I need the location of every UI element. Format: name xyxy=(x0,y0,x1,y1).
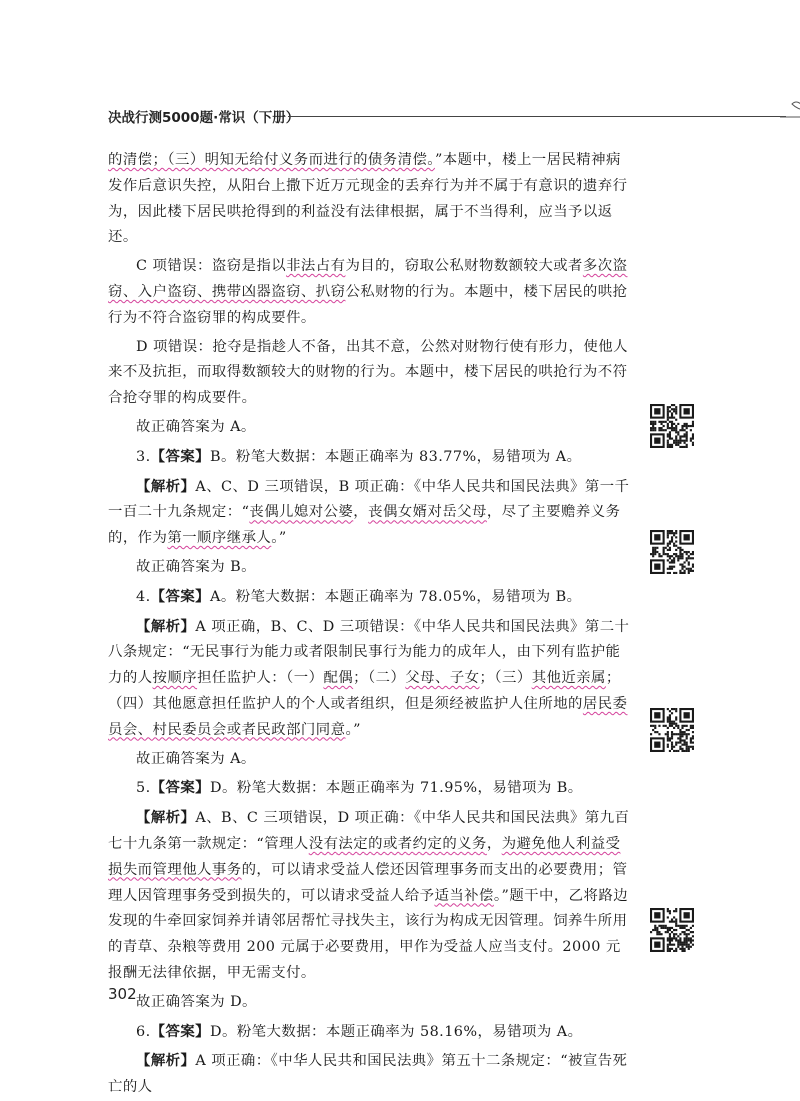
question-3-answer xyxy=(108,444,630,471)
paragraph-text: C 项错误：盗窃是指以 xyxy=(136,258,287,275)
underlined-text: 配偶 xyxy=(323,670,354,687)
conclusion-q5: 故正确答案为 D。 xyxy=(136,993,257,1010)
header-title: 决战行测5000题·常识（下册） xyxy=(108,110,300,126)
analysis-tag: 【解析】 xyxy=(136,477,196,495)
answer-tag: 【答案】 xyxy=(150,587,211,605)
underlined-text: 没有法定的或者约定的义务 xyxy=(308,835,487,852)
question-4-answer xyxy=(108,584,630,611)
qr-code-icon[interactable] xyxy=(650,908,694,952)
analysis-tag: 【解析】 xyxy=(136,809,196,827)
question-6-analysis xyxy=(108,1048,630,1101)
answer-text: D。粉笔大数据：本题正确率为 58.16%，易错项为 A。 xyxy=(210,1023,583,1040)
underlined-text: 丧偶儿媳对公婆 xyxy=(249,504,354,521)
question-5-analysis xyxy=(108,805,630,987)
running-header xyxy=(108,102,708,132)
paragraph-text: 。”题干中，乙将路边发现的牛牵回家饲养并请邻居帮忙寻找失主，该行为构成无因管理。饲养牛所用的青草、杂粮等费用 200 元属于必要费用，甲作为受益人应当支付。2000 元报酬无法律依据，甲无需支付。 xyxy=(108,887,629,981)
header-rule xyxy=(288,116,786,117)
underlined-text: 第一顺序继承人 xyxy=(167,530,272,547)
answer-tag: 【答案】 xyxy=(150,779,211,797)
paragraph-text: 公私财物的行为。本题中，楼下居民的哄抢行为不符合盗窃罪的构成要件。 xyxy=(108,283,628,326)
answer-tag: 【答案】 xyxy=(150,447,211,465)
qr-code-icon[interactable] xyxy=(650,404,694,448)
paragraph-text: A、B、C 三项错误，D 项正确：《中华人民共和国民法典》第九百七十九条第一款规定：“管理人 xyxy=(108,810,630,852)
conclusion-q3: 故正确答案为 B。 xyxy=(136,558,256,575)
question-number: 5. xyxy=(136,780,151,797)
paragraph-option-c xyxy=(108,254,630,331)
answer-text: D。粉笔大数据：本题正确率为 71.95%，易错项为 B。 xyxy=(210,780,583,797)
underlined-text: 按顺序 xyxy=(152,670,198,687)
underlined-text: 其他近亲属 xyxy=(531,670,606,687)
question-number: 3. xyxy=(136,448,151,465)
paragraph-text: ；（二） xyxy=(353,670,406,687)
underlined-text: 丧偶女婿对岳父母 xyxy=(368,504,487,521)
paragraph-text: A 项正确，B、C、D 三项错误：《中华人民共和国民法典》第二十八条规定：“无民事行为能力或者限制民事行为能力的成年人，由下列有监护能力的人 xyxy=(108,618,630,687)
question-4-analysis xyxy=(108,614,630,744)
paragraph-text: 的，可以请求受益人偿还因管理事务而支出的必要费用；管理人因管理事务受到损失的，可以请求受益人给予 xyxy=(108,861,628,904)
page-body xyxy=(108,148,630,1101)
question-number: 4. xyxy=(136,588,151,605)
question-number: 6. xyxy=(136,1023,151,1040)
paragraph-text: ，尽了主要赡养义务的，作为 xyxy=(108,504,621,547)
paragraph-option-d: D 项错误：抢夺是指趁人不备，出其不意，公然对财物行使有形力，使他人来不及抗拒，而取得数额较大的财物的行为。本题中，楼下居民的哄抢行为不符合抢夺罪的构成要件。 xyxy=(108,338,628,407)
answer-text: A。粉笔大数据：本题正确率为 78.05%，易错项为 B。 xyxy=(210,588,582,605)
leaf-icon xyxy=(778,92,800,122)
qr-code-icon[interactable] xyxy=(650,530,694,574)
underlined-text: 非法占有 xyxy=(286,258,346,275)
question-5-answer xyxy=(108,775,630,802)
conclusion-q4: 故正确答案为 A。 xyxy=(136,750,256,767)
underlined-text: 的清偿；（三）明知无给付义务而进行的债务清偿。 xyxy=(108,152,435,168)
underlined-text: 为避免他人利益受损失而管理他人事务 xyxy=(108,835,621,878)
paragraph-text: 。” xyxy=(345,721,361,738)
paragraph-text: ”本题中，楼上一居民精神病发作后意识失控，从阳台上撒下近万元现金的丢弃行为并不属于有意识的遗弃行为，因此楼下居民哄抢得到的利益没有法律根据，属于不当得利，应当予以返还。 xyxy=(108,152,628,246)
underlined-text: 居民委员会、村民委员会或者民政部门同意 xyxy=(108,695,628,738)
question-3-analysis xyxy=(108,474,630,552)
paragraph-text: ， xyxy=(486,835,502,852)
paragraph-text: A 项正确：《中华人民共和国民法典》第五十二条规定：“被宣告死亡的人 xyxy=(108,1053,628,1096)
paragraph-text: A、C、D 三项错误，B 项正确：《中华人民共和国民法典》第一千一百二十九条规定：“ xyxy=(108,478,630,521)
answer-tag: 【答案】 xyxy=(150,1022,211,1040)
underlined-text: 父母、子女 xyxy=(405,670,480,687)
underlined-text: 多次盗窃、入户盗窃、携带凶器盗窃、扒窃 xyxy=(108,258,628,300)
page-number: 302 xyxy=(108,985,137,1003)
answer-text: B。粉笔大数据：本题正确率为 83.77%，易错项为 A。 xyxy=(210,448,582,465)
paragraph-text: 。” xyxy=(271,530,287,547)
paragraph-text: 担任监护人：（一） xyxy=(197,670,324,687)
paragraph-text: ；（四）其他愿意担任监护人的个人或者组织，但是须经被监护人住所地的 xyxy=(108,670,621,712)
paragraph-text: ；（三） xyxy=(479,670,532,687)
underlined-text: 适当补偿 xyxy=(434,887,494,904)
qr-code-icon[interactable] xyxy=(650,708,694,752)
analysis-tag: 【解析】 xyxy=(136,617,196,635)
paragraph-continuation xyxy=(108,148,630,251)
conclusion-q2: 故正确答案为 A。 xyxy=(136,418,256,435)
paragraph-text: ， xyxy=(353,504,369,521)
analysis-tag: 【解析】 xyxy=(136,1052,196,1070)
question-6-answer xyxy=(108,1019,630,1046)
paragraph-text: 为目的，窃取公私财物数额较大或者 xyxy=(345,258,583,275)
